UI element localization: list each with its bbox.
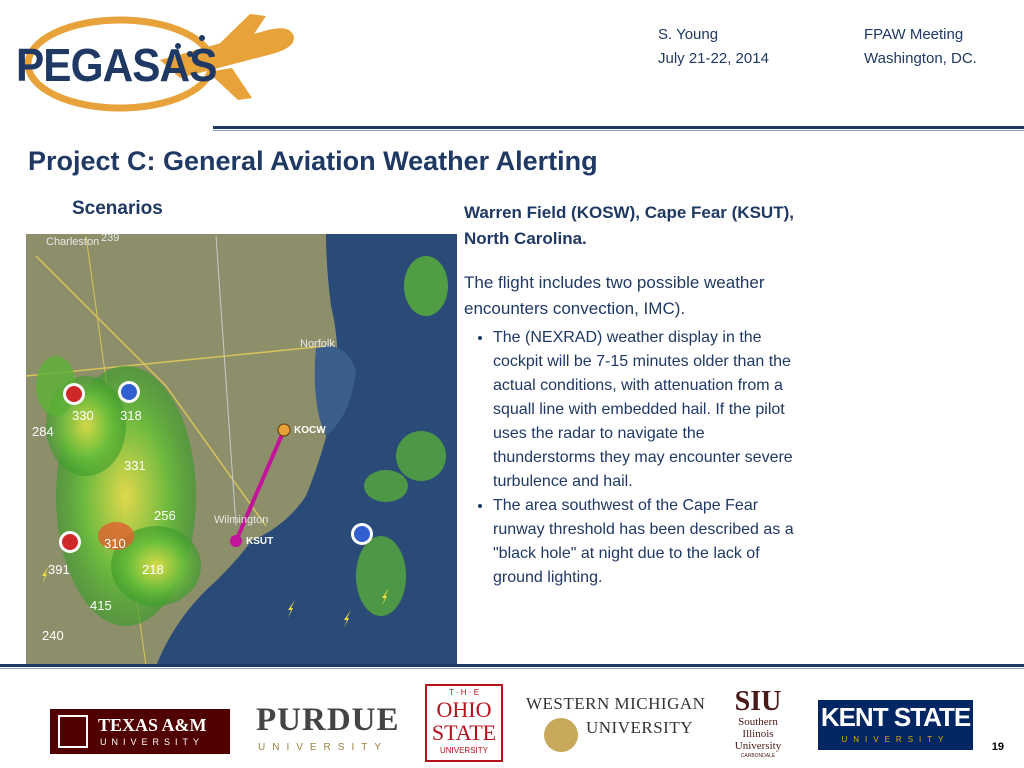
header-divider-thin [213, 130, 1024, 131]
osu-line3: UNIVERSITY [439, 746, 488, 755]
siu-line2: Illinois [742, 728, 774, 740]
logo-wordmark: PEGASAS [16, 39, 217, 91]
slide-title: Project C: General Aviation Weather Alerting [28, 146, 598, 176]
siu-logo [726, 686, 790, 762]
place-label: Wilmington [214, 514, 269, 526]
tamu-name: TEXAS A&M [98, 715, 207, 735]
list-item: • The (NEXRAD) weather display in the cockpit will be 7-15 minutes older than the actual conditions, with attenuation from a squall line with embedded hail. If the pilot uses the radar to navigate the thunderstorms they may encounter severe turbulence and hail. [493, 326, 809, 494]
osu-line1: OHIO [436, 697, 492, 722]
map-number-label: 415 [90, 598, 112, 613]
airport-label: KOCW [294, 425, 326, 436]
map-number-label: 284 [32, 424, 54, 439]
kent-name: KENT STATE [820, 702, 971, 732]
scenario-heading: Warren Field (KOSW), Cape Fear (KSUT), North Carolina. [464, 203, 794, 248]
tamu-seal-icon [58, 715, 88, 748]
pegasas-logo [10, 8, 300, 112]
purdue-logo [254, 702, 400, 758]
purdue-sub: UNIVERSITY [258, 742, 389, 753]
siu-line1: Southern [738, 716, 778, 728]
map-number-label: 256 [154, 508, 176, 523]
bullet-list [464, 326, 809, 590]
siu-line4: CARBONDALE [740, 753, 776, 759]
place-label: Norfolk [300, 338, 335, 350]
meeting-dates: July 21-22, 2014 [658, 50, 769, 67]
osu-line2: STATE [431, 720, 497, 745]
map-number-label: 391 [48, 562, 70, 577]
map-number-label: 240 [42, 628, 64, 643]
siu-abbr: SIU [734, 686, 782, 717]
map-caption: Scenarios [72, 198, 163, 219]
meeting-location: Washington, DC. [864, 50, 977, 67]
osu-the: T · H · E [448, 688, 480, 697]
scenario-description [464, 200, 809, 590]
scenario-lead: The flight includes two possible weather encounters convection, IMC). [464, 273, 765, 318]
map-number-label: 331 [124, 458, 146, 473]
footer-divider [0, 664, 1024, 667]
wmu-line2: UNIVERSITY [586, 718, 693, 737]
siu-line3: University [734, 740, 782, 752]
wmu-line1: WESTERN MICHIGAN [526, 694, 706, 713]
map-number-label: 218 [142, 562, 164, 577]
western-michigan-logo [524, 694, 714, 754]
airport-label: KSUT [246, 536, 274, 547]
wmu-seal-icon [544, 718, 578, 752]
tamu-sub: UNIVERSITY [100, 737, 205, 747]
kent-state-logo [818, 700, 973, 750]
presenter-name: S. Young [658, 26, 719, 43]
map-number-label: 239 [101, 232, 120, 244]
purdue-name: PURDUE [256, 702, 400, 738]
meeting-name: FPAW Meeting [864, 26, 964, 43]
ohio-state-logo [425, 684, 503, 762]
page-number: 19 [991, 741, 1004, 753]
kent-sub: UNIVERSITY [841, 735, 950, 744]
footer-divider-thin [0, 668, 1024, 669]
map-number-label: 330 [72, 408, 94, 423]
texas-am-logo [50, 709, 230, 754]
header-divider [213, 126, 1024, 129]
map-number-label: 310 [104, 536, 126, 551]
list-item: • The area southwest of the Cape Fear runway threshold has been described as a "black hole" at night due to the lack of ground lighting. [493, 494, 809, 590]
map-number-label: 318 [120, 408, 142, 423]
place-label: Charleston [46, 236, 100, 248]
weather-map [26, 196, 457, 666]
